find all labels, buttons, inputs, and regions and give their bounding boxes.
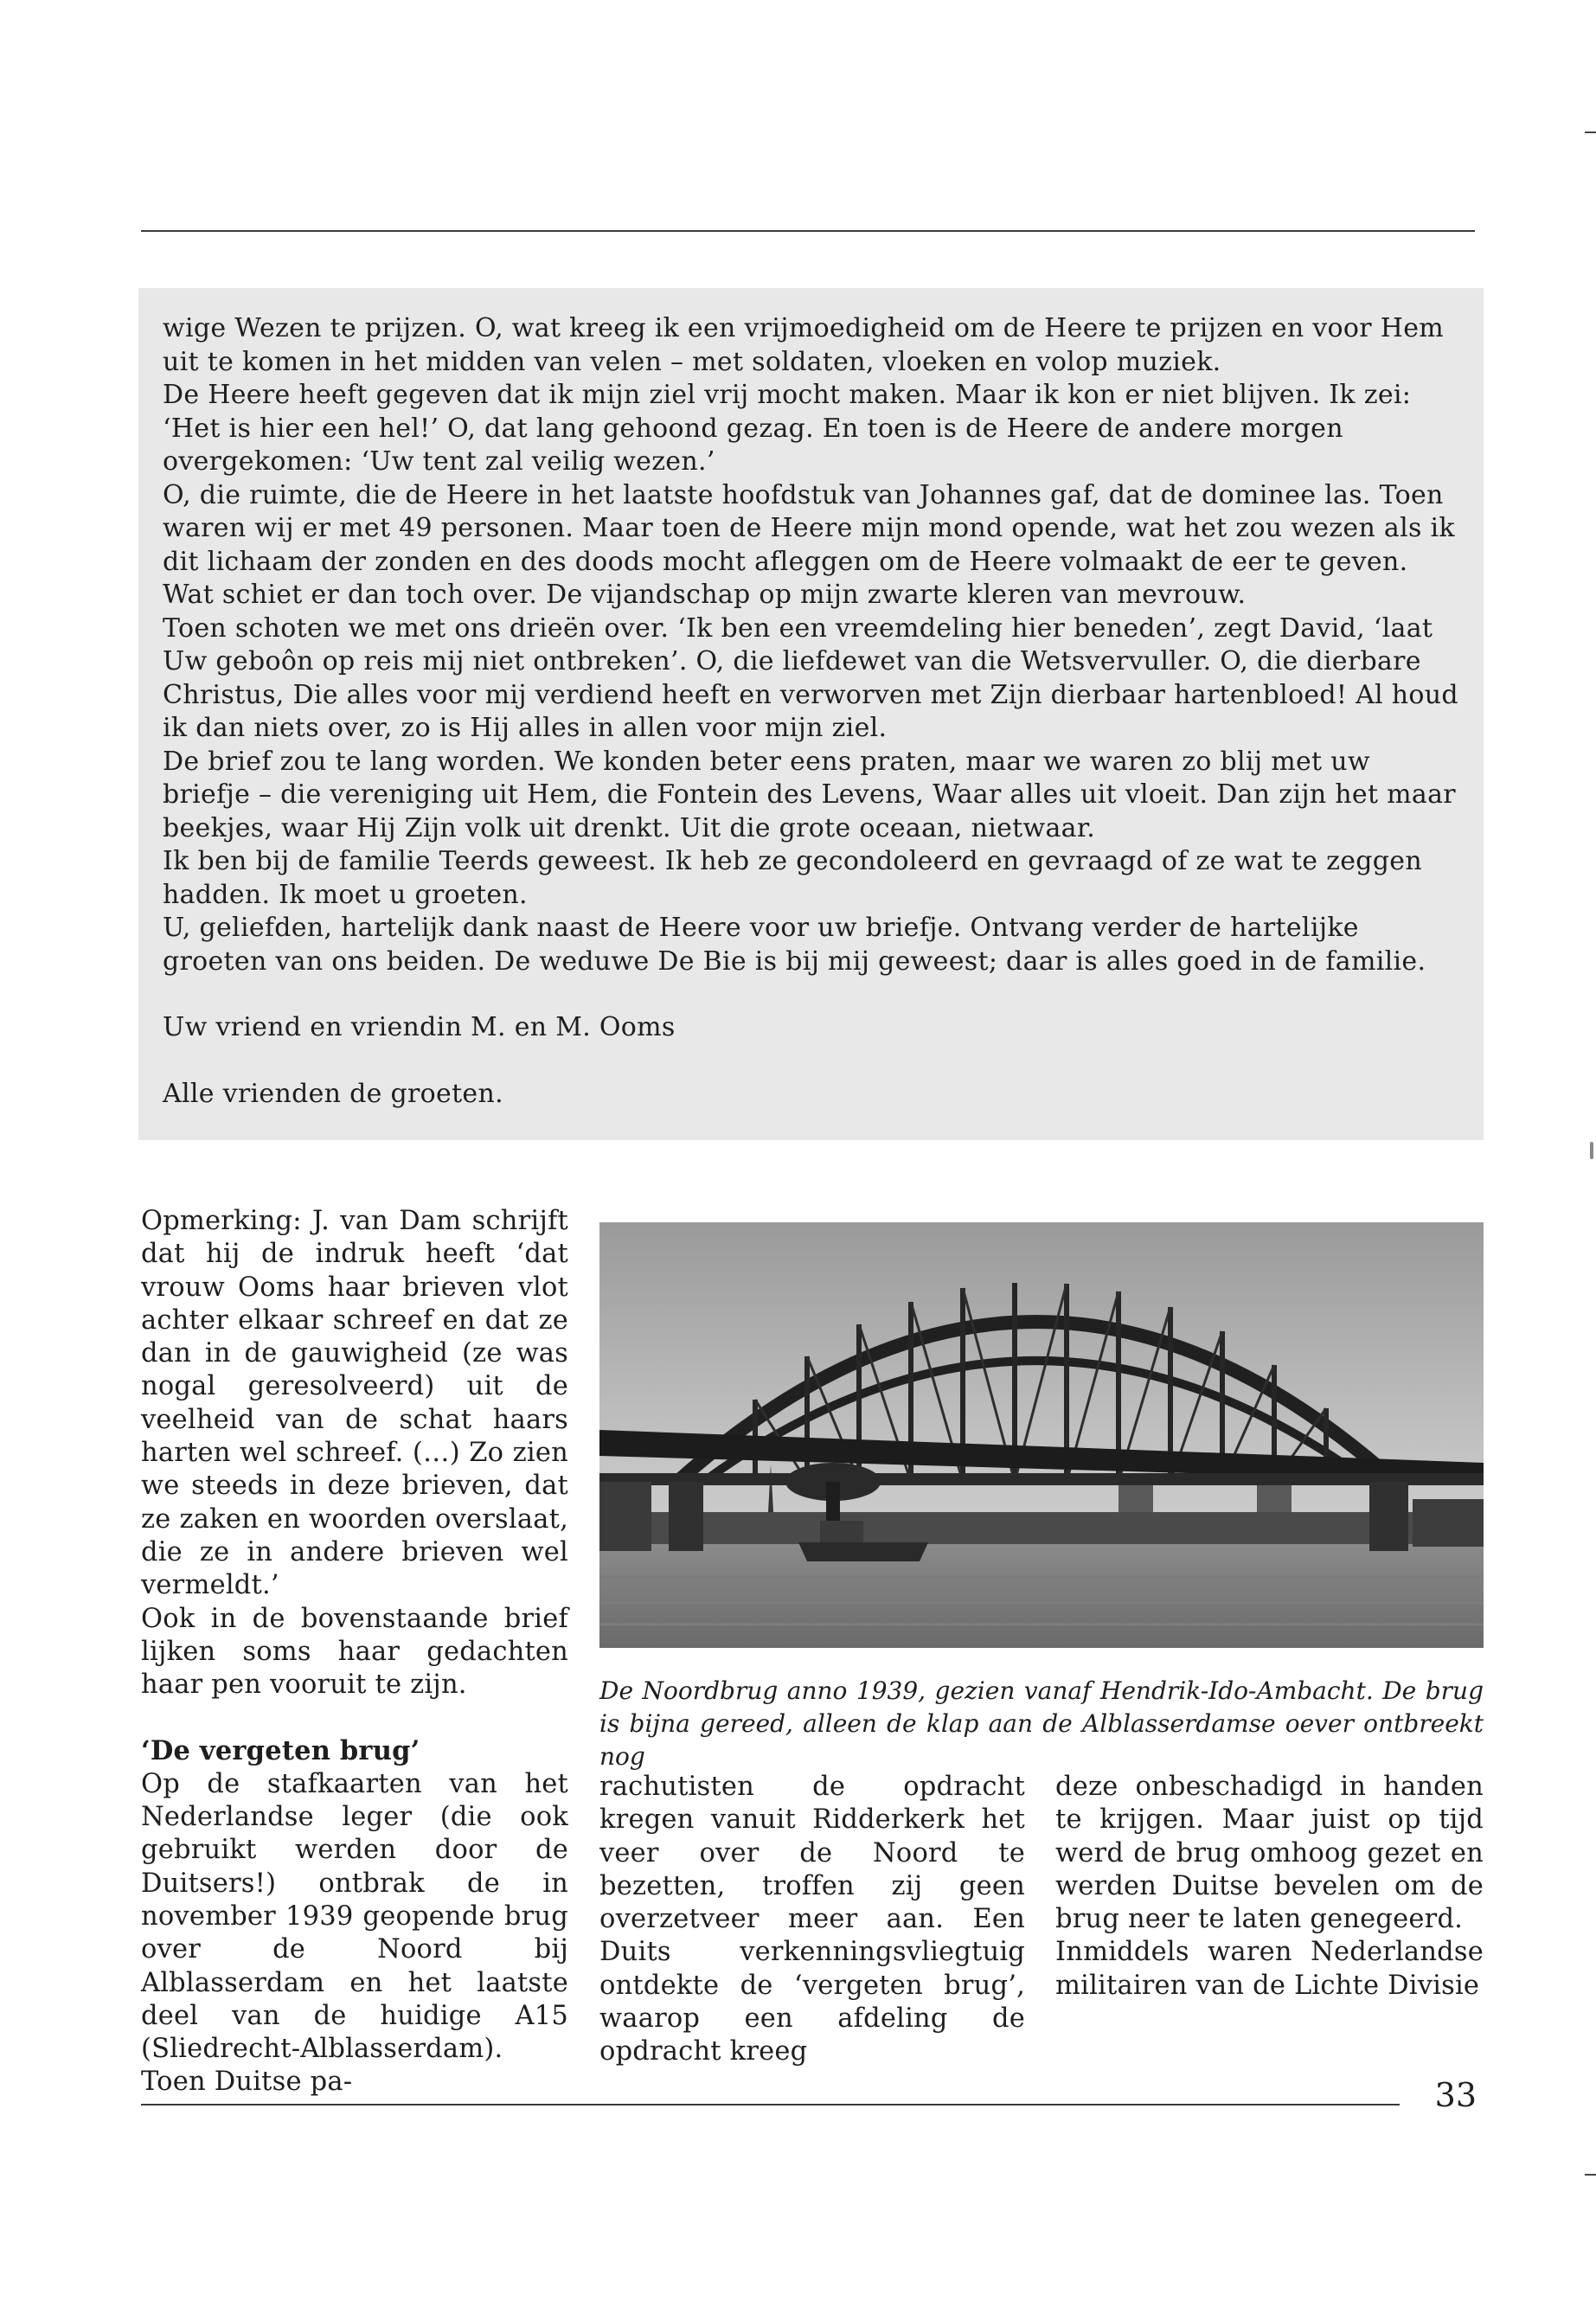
body-text: rachutisten de opdracht kregen vanuit Ridderkerk het veer over de Noord te bezetten, troffen zij geen overzetveer meer aan. Een Duits verkenningsvliegtuig ontdekte de ‘vergeten brug’, waarop een afdeling de opdracht kreeg	[599, 1772, 1025, 2067]
letter-paragraph: O, die ruimte, die de Heere in het laatste hoofdstuk van Johannes gaf, dat de dominee las. Toen waren wij er met 49 personen. Maar toen de Heere mijn mond opende, wat het zou wezen als ik dit lichaam der zonden en des doods mocht afleggen om de Heere volmaakt de eer te geven. Wat schiet er dan toch over. De vijandschap op mijn zwarte kleren van mevrouw.	[163, 479, 1455, 610]
body-text: Inmiddels waren Nederlandse militairen van de Lichte Divisie	[1055, 1937, 1484, 2001]
letter-signature: Uw vriend en vriendin M. en M. Ooms	[163, 1012, 676, 1042]
remark-text: Ook in de bovenstaande brief lijken soms haar gedachten haar pen vooruit te zijn.	[141, 1603, 568, 1701]
letter-box	[138, 288, 1484, 1140]
body-text: Op de stafkaarten van het Nederlandse leger (die ook gebruikt werden door de Duitsers!) ontbrak de in november 1939 geopende brug over de Noord bij Alblasserdam en het laatste deel van de huidige A15 (Sliedrecht-Alblasserdam). Toen Duitse pa-	[141, 1768, 568, 2098]
bridge-photo	[599, 1222, 1484, 1648]
letter-paragraph: De brief zou te lang worden. We konden beter eens praten, maar we waren zo blij met uw briefje – die vereniging uit Hem, die Fontein des Levens, Waar alles uit vloeit. Dan zijn het maar beekjes, waar Hij Zijn volk uit drenkt. Uit die grote oceaan, nietwaar.	[163, 746, 1456, 843]
letter-paragraph: U, geliefden, hartelijk dank naast de Heere voor uw briefje. Ontvang verder de hartelijke groeten van ons beiden. De weduwe De Bie is bij mij geweest; daar is alles goed in de familie.	[163, 913, 1426, 977]
section-heading: ‘De vergeten brug’	[141, 1735, 420, 1767]
footer-rule	[141, 2104, 1400, 2106]
middle-column	[599, 1771, 1025, 2069]
letter-paragraph: De Heere heeft gegeven dat ik mijn ziel vrij mocht maken. Maar ik kon er niet blijven. Ik zei: ‘Het is hier een hel!’ O, dat lang gehoond gezag. En toen is de Heere de andere morgen overgekomen: ‘Uw tent zal veilig wezen.’	[163, 380, 1412, 477]
crop-mark-bottom	[1585, 2174, 1596, 2176]
letter-paragraph: Toen schoten we met ons drieën over. ‘Ik ben een vreemdeling hier beneden’, zegt David, ‘laat Uw geboôn op reis mij niet ontbreken’. O, die liefdewet van die Wetsvervuller. O, die dierbare Christus, Die alles voor mij verdiend heeft en verworven met Zijn dierbaar hartenbloed! Al houd ik dan niets over, zo is Hij alles in allen voor mijn ziel.	[163, 612, 1458, 743]
photo-caption: De Noordbrug anno 1939, gezien vanaf Hendrik-Ido-Ambacht. De brug is bijna gereed, alleen de klap aan de Alblasserdamse oever ontbreekt nog	[599, 1676, 1484, 1771]
left-column	[141, 1205, 568, 2099]
letter-paragraph: wige Wezen te prijzen. O, wat kreeg ik een vrijmoedigheid om de Heere te prijzen en voor Hem uit te komen in het midden van velen – met soldaten, vloeken en volop muziek.	[163, 313, 1445, 377]
crop-mark-middle	[1590, 1142, 1593, 1159]
right-column	[1055, 1771, 1484, 2003]
letter-paragraph: Ik ben bij de familie Teerds geweest. Ik heb ze gecondoleerd en gevraagd of ze wat te zeggen hadden. Ik moet u groeten.	[163, 846, 1422, 910]
crop-mark-top	[1585, 131, 1596, 133]
letter-postscript: Alle vrienden de groeten.	[163, 1078, 503, 1109]
header-rule	[141, 230, 1475, 232]
page-number: 33	[1434, 2076, 1477, 2114]
body-text: deze onbeschadigd in handen te krijgen. Maar juist op tijd werd de brug omhoog gezet en werden Duitse bevelen om de brug neer te laten genegeerd.	[1055, 1772, 1484, 1935]
remark-text: Opmerking: J. van Dam schrijft dat hij de indruk heeft ‘dat vrouw Ooms haar brieven vlot achter elkaar schreef en dat ze dan in de gauwigheid (ze was nogal geresolveerd) uit de veelheid van de schat haars harten wel schreef. (…) Zo zien we steeds in deze brieven, dat ze zaken en woorden overslaat, die ze in andere brieven wel vermeldt.’	[141, 1206, 568, 1601]
